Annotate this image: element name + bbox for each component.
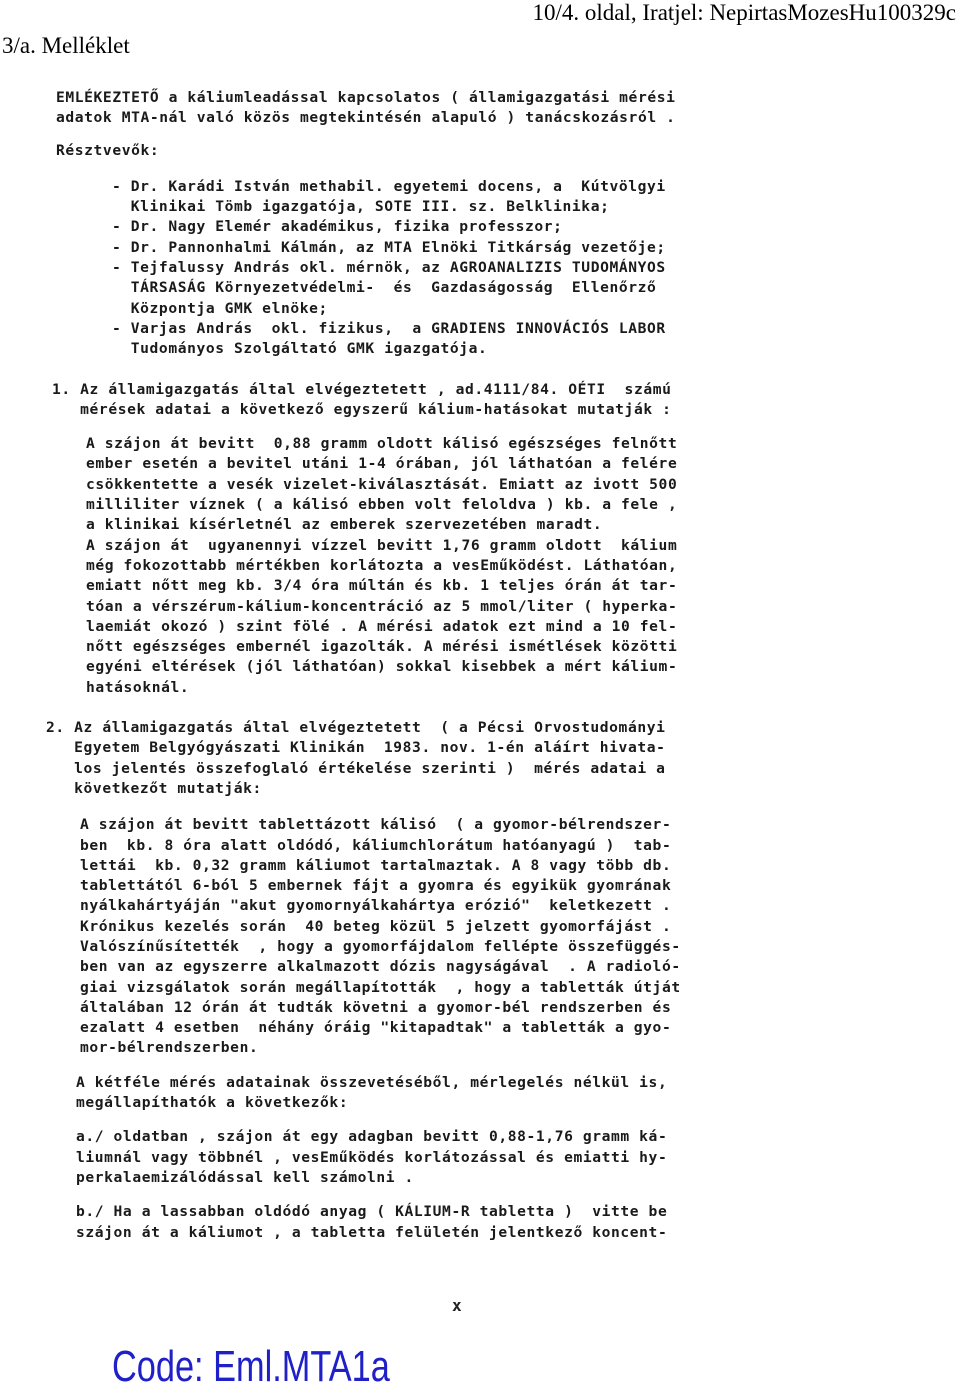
memo-line: a./ oldatban , szájon át egy adagban bevitt 0,88-1,76 gramm ká-	[76, 1128, 668, 1146]
memo-line: lettái kb. 0,32 gramm káliumot tartalmaztak. A 8 vagy több db.	[80, 856, 672, 874]
memo-line: szájon át a káliumot , a tabletta felületén jelentkező koncent-	[76, 1223, 668, 1241]
memo-line: 1. Az államigazgatás által elvégeztetett , ad.4111/84. OÉTI számú	[52, 380, 672, 398]
memo-paragraph	[46, 434, 892, 698]
memo-line: Tudományos Szolgáltató GMK igazgatója.	[112, 340, 488, 358]
memo-line: perkalaemizálódással kell számolni .	[76, 1168, 414, 1186]
memo-paragraph	[46, 815, 892, 1059]
memo-line: giai vizsgálatok során megállapították , hogy a tabletták útját	[80, 978, 681, 996]
memo-line: Krónikus kezelés során 40 beteg közül 5 jelzett gyomorfájást .	[80, 917, 672, 935]
memo-line: még fokozottabb mértékben korlátozta a vesEműködést. Láthatóan,	[86, 556, 678, 574]
memo-line: hatásoknál.	[86, 678, 190, 696]
memo-line: Klinikai Tömb igazgatója, SOTE III. sz. Belklinika;	[112, 198, 610, 216]
document-code-label: Code: Eml.MTA1a	[112, 1342, 390, 1391]
memo-paragraph	[46, 1202, 892, 1243]
memo-paragraph	[46, 718, 892, 799]
memo-line: ben kb. 8 óra alatt oldódó, káliumchlorátum hatóanyagú ) tab-	[80, 836, 672, 854]
memo-line: egyéni eltérések (jól láthatóan) sokkal kisebbek a mért kálium-	[86, 658, 678, 676]
memo-line: milliliter víznek ( a kálisó ebben volt feloldva ) kb. a fele ,	[86, 496, 678, 514]
memo-line: liumnál vagy többnél , vesEműködés korlátozással és emiatti hy-	[76, 1148, 668, 1166]
memo-paragraph	[46, 88, 892, 129]
memo-line: Valószínűsítették , hogy a gyomorfájdalom fellépte összefüggés-	[80, 937, 681, 955]
memo-line: ben van az egyszerre alkalmazott dózis nagyságával . A radioló-	[80, 958, 681, 976]
memo-line: nőtt egészséges embernél igazolták. A mérési ismétlések közötti	[86, 638, 678, 656]
memo-line: - Dr. Pannonhalmi Kálmán, az MTA Elnöki Titkárság vezetője;	[112, 238, 666, 256]
scanned-memo-body	[46, 88, 892, 1243]
memo-paragraph	[46, 1073, 892, 1114]
memo-line: A kétféle mérés adatainak összevetéséből, mérlegelés nélkül is,	[76, 1073, 668, 1091]
memo-line: nyálkahártyáján "akut gyomornyálkahártya erózió" keletkezett .	[80, 897, 672, 915]
page-mark: x	[452, 1296, 462, 1315]
annex-label: 3/a. Melléklet	[2, 33, 130, 58]
memo-line: - Dr. Karádi István methabil. egyetemi docens, a Kútvölgyi	[112, 177, 666, 195]
memo-line: tóan a vérszérum-kálium-koncentráció az 5 mmol/liter ( hyperka-	[86, 597, 678, 615]
memo-line: a klinikai kísérletnél az emberek szervezetében maradt.	[86, 516, 603, 534]
memo-line: Központja GMK elnöke;	[112, 299, 328, 317]
page-info-header: 10/4. oldal, Iratjel: NepirtasMozesHu100329c	[532, 0, 956, 25]
memo-line: b./ Ha a lassabban oldódó anyag ( KÁLIUM-R tabletta ) vitte be	[76, 1203, 668, 1221]
memo-line: megállapíthatók a következők:	[76, 1094, 349, 1112]
memo-line: következőt mutatják:	[46, 779, 262, 797]
memo-line: A szájon át bevitt 0,88 gramm oldott kálisó egészséges felnőtt	[86, 435, 678, 453]
memo-paragraph	[46, 380, 892, 421]
memo-line: A szájon át bevitt tablettázott kálisó ( a gyomor-bélrendszer-	[80, 816, 672, 834]
memo-line: laemiát okozó ) szint fölé . A mérési adatok ezt mind a 10 fel-	[86, 617, 678, 635]
memo-paragraph	[46, 177, 892, 360]
memo-paragraph	[46, 1127, 892, 1188]
memo-line: EMLÉKEZTETŐ a káliumleadással kapcsolatos ( államigazgatási mérési	[56, 89, 676, 106]
memo-line: - Dr. Nagy Elemér akadémikus, fizika professzor;	[112, 218, 563, 236]
memo-line: Résztvevők:	[56, 141, 160, 159]
memo-line: mor-bélrendszerben.	[80, 1039, 259, 1057]
memo-line: Egyetem Belgyógyászati Klinikán 1983. nov. 1-én aláírt hivata-	[46, 739, 666, 757]
memo-line: adatok MTA-nál való közös megtekintésén alapuló ) tanácskozásról .	[56, 109, 676, 127]
memo-line: 2. Az államigazgatás által elvégeztetett ( a Pécsi Orvostudományi	[46, 719, 666, 737]
memo-line: - Varjas András okl. fizikus, a GRADIENS INNOVÁCIÓS LABOR	[112, 319, 666, 337]
memo-line: los jelentés összefoglaló értékelése szerinti ) mérés adatai a	[46, 759, 666, 777]
memo-line: - Tejfalussy András okl. mérnök, az AGROANALIZIS TUDOMÁNYOS	[112, 259, 666, 277]
memo-line: TÁRSASÁG Környezetvédelmi- és Gazdaságosság Ellenőrző	[112, 279, 657, 297]
memo-line: ezalatt 4 esetben néhány óráig "kitapadtak" a tabletták a gyo-	[80, 1019, 672, 1037]
memo-line: mérések adatai a következő egyszerű kálium-hatásokat mutatják :	[52, 400, 672, 418]
memo-line: általában 12 órán át tudták követni a gyomor-bél rendszerben és	[80, 998, 672, 1016]
memo-line: A szájon át ugyanennyi vízzel bevitt 1,76 gramm oldott kálium	[86, 536, 678, 554]
memo-paragraph	[46, 141, 892, 161]
memo-line: ember esetén a bevitel utáni 1-4 órában, jól láthatóan a felére	[86, 455, 678, 473]
memo-line: emiatt nőtt meg kb. 3/4 óra múltán és kb. 1 teljes órán át tar-	[86, 577, 678, 595]
memo-line: tablettától 6-ból 5 embernek fájt a gyomra és egyikük gyomrának	[80, 877, 672, 895]
memo-line: csökkentette a vesék vizelet-kiválasztását. Emiatt az ivott 500	[86, 475, 678, 493]
